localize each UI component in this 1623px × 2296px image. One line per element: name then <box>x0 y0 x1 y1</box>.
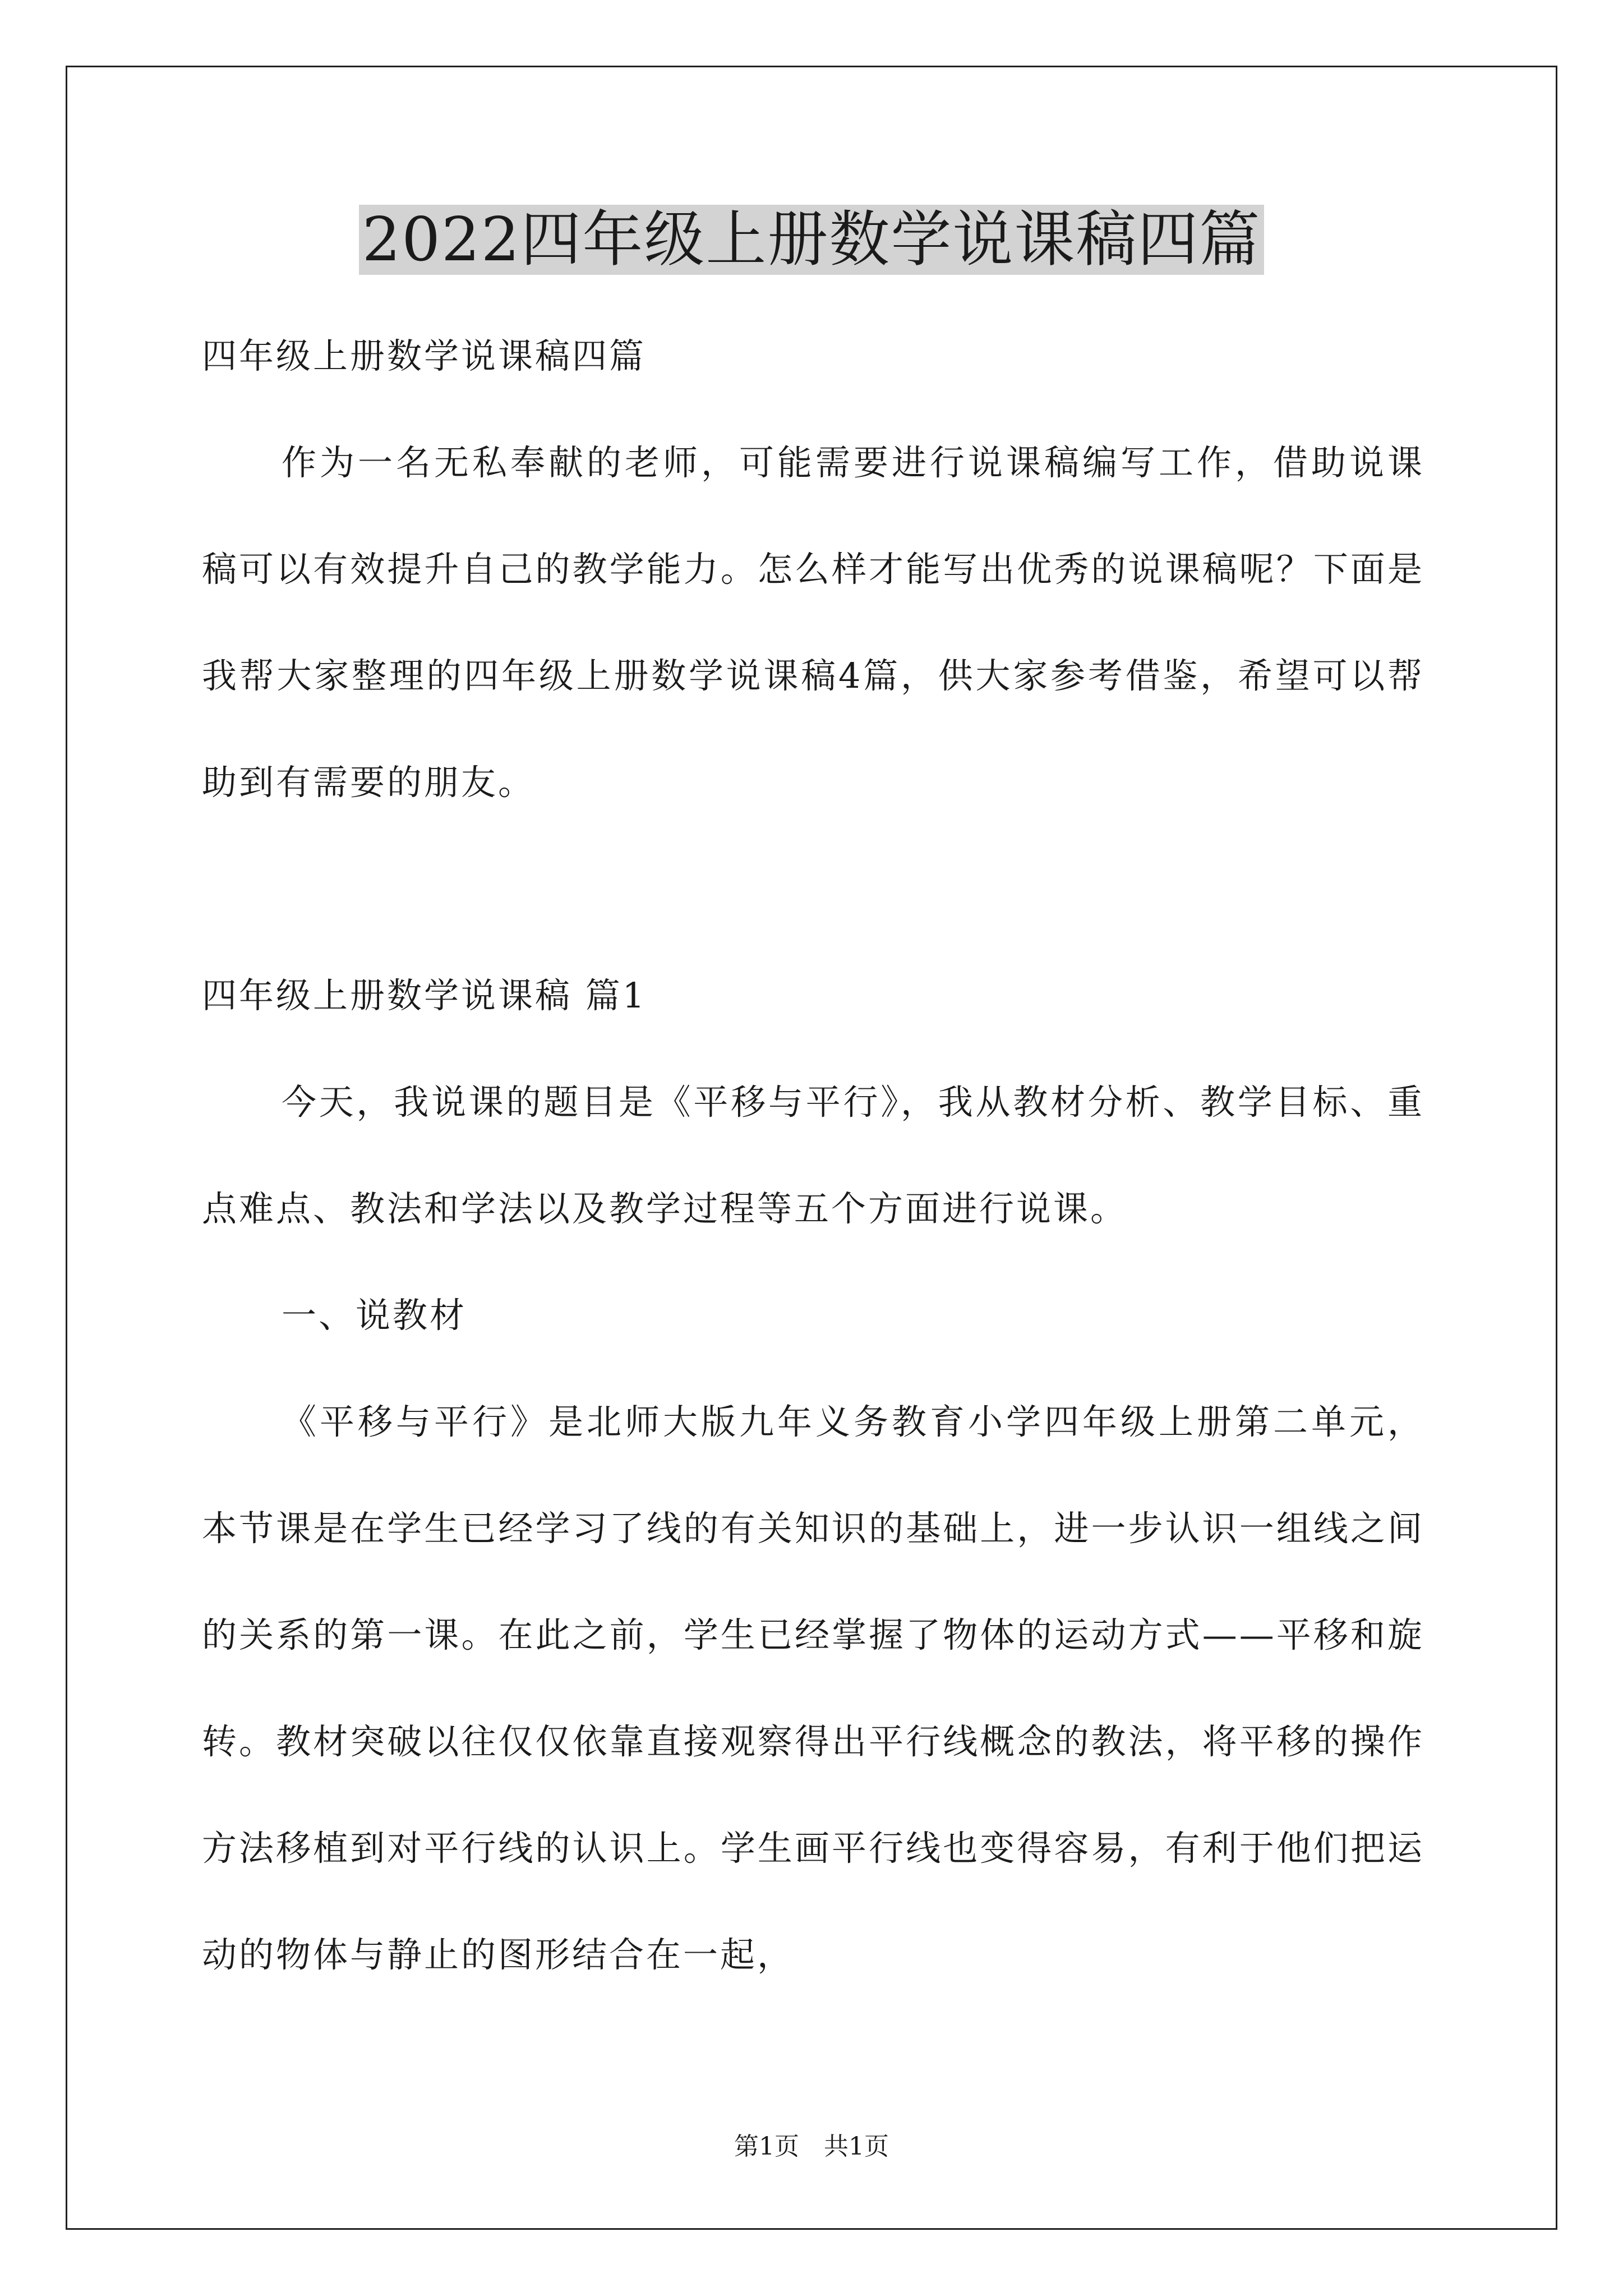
section-paragraph: 《平移与平行》是北师大版九年义务教育小学四年级上册第二单元，本节课是在学生已经学习了线的有关知识的基础上，进一步认识一组线之间的关系的第一课。在此之前，学生已经掌握了物体的运动方式——平移和旋转。教材突破以往仅仅依靠直接观察得出平行线概念的教法，将平移的操作方法移植到对平行线的认识上。学生画平行线也变得容易，有利于他们把运动的物体与静止的图形结合在一起， <box>202 1401 1424 1975</box>
document-subtitle: 四年级上册数学说课稿四篇 <box>202 335 647 376</box>
document-title-text: 2022四年级上册数学说课稿四篇 <box>359 205 1265 275</box>
section-heading: 四年级上册数学说课稿 篇1 <box>202 975 647 1016</box>
section-subheading: 一、说教材 <box>282 1295 467 1336</box>
page-footer: 第1页 共1页 <box>734 2132 889 2161</box>
intro-paragraph: 作为一名无私奉献的老师，可能需要进行说课稿编写工作，借助说课稿可以有效提升自己的教学能力。怎么样才能写出优秀的说课稿呢？下面是我帮大家整理的四年级上册数学说课稿4篇，供大家参考借鉴，希望可以帮助到有需要的朋友。 <box>202 442 1424 803</box>
section-paragraph: 今天，我说课的题目是《平移与平行》，我从教材分析、教学目标、重点难点、教法和学法以及教学过程等五个方面进行说课。 <box>202 1082 1424 1229</box>
paragraph-gap <box>202 836 1424 942</box>
document-title <box>0 201 1623 279</box>
document-body <box>202 303 1424 2008</box>
